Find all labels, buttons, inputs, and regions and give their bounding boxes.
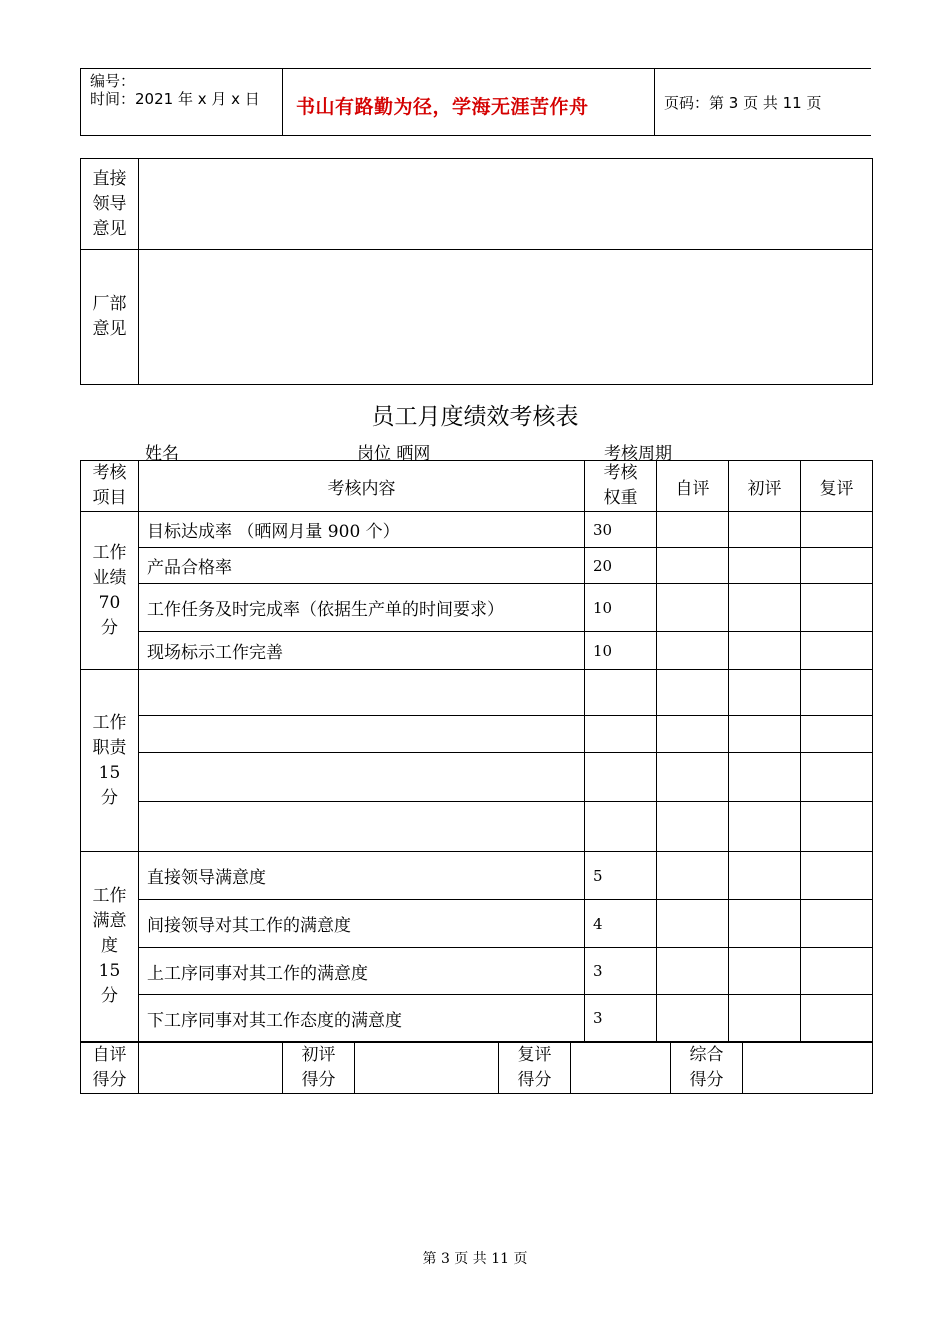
period-label: 考核周期	[604, 444, 672, 464]
first-total-field[interactable]	[355, 1043, 499, 1094]
section-label-satisfaction: 工作 满意 度 15 分	[81, 852, 139, 1042]
first-score-cell[interactable]	[729, 716, 801, 753]
review-score-cell[interactable]	[801, 802, 873, 852]
review-score-cell[interactable]	[801, 852, 873, 900]
review-score-cell[interactable]	[801, 632, 873, 670]
col-header-content: 考核内容	[139, 461, 585, 512]
score-summary-table	[80, 1042, 873, 1094]
table-row	[81, 948, 873, 995]
self-total-field[interactable]	[139, 1043, 283, 1094]
first-score-cell[interactable]	[729, 995, 801, 1042]
row-content: 直接领导满意度	[139, 852, 585, 900]
table-row	[81, 716, 873, 753]
self-score-cell[interactable]	[657, 548, 729, 584]
review-score-cell[interactable]	[801, 900, 873, 948]
row-content: 目标达成率 （晒网月量 900 个）	[139, 512, 585, 548]
review-score-cell[interactable]	[801, 670, 873, 716]
row-weight: 10	[585, 632, 657, 670]
first-score-cell[interactable]	[729, 802, 801, 852]
direct-leader-opinion-label: 直接 领导 意见	[81, 159, 139, 250]
assessment-table	[80, 460, 873, 1042]
review-score-cell[interactable]	[801, 584, 873, 632]
review-score-cell[interactable]	[801, 716, 873, 753]
document-code-label: 编号：	[90, 72, 136, 90]
row-weight: 20	[585, 548, 657, 584]
table-row	[81, 670, 873, 716]
col-header-item: 考核 项目	[81, 461, 139, 512]
self-score-cell[interactable]	[657, 753, 729, 802]
first-score-cell[interactable]	[729, 753, 801, 802]
opinions-table	[80, 158, 873, 385]
first-score-cell[interactable]	[729, 584, 801, 632]
first-score-cell[interactable]	[729, 948, 801, 995]
self-total-label: 自评 得分	[81, 1043, 139, 1094]
row-content: 工作任务及时完成率（依据生产单的时间要求）	[139, 584, 585, 632]
review-total-label: 复评 得分	[499, 1043, 571, 1094]
review-score-cell[interactable]	[801, 753, 873, 802]
direct-leader-opinion-field[interactable]	[139, 159, 873, 250]
table-row	[81, 584, 873, 632]
table-row	[81, 753, 873, 802]
header-motto: 书山有路勤为径，学海无涯苦作舟	[296, 96, 589, 118]
table-row	[81, 802, 873, 852]
duty-content-cell[interactable]	[139, 802, 585, 852]
table-row	[81, 995, 873, 1042]
review-total-field[interactable]	[571, 1043, 671, 1094]
table-row	[81, 512, 873, 548]
first-score-cell[interactable]	[729, 632, 801, 670]
self-score-cell[interactable]	[657, 716, 729, 753]
review-score-cell[interactable]	[801, 512, 873, 548]
document-date: 时间：2021 年 x 月 x 日	[90, 90, 260, 108]
duty-weight-cell[interactable]	[585, 670, 657, 716]
form-title: 员工月度绩效考核表	[371, 404, 579, 430]
section-label-duty: 工作 职责 15 分	[81, 670, 139, 852]
first-total-label: 初评 得分	[283, 1043, 355, 1094]
self-score-cell[interactable]	[657, 852, 729, 900]
review-score-cell[interactable]	[801, 995, 873, 1042]
factory-opinion-field[interactable]	[139, 250, 873, 385]
row-content: 产品合格率	[139, 548, 585, 584]
name-label: 姓名	[145, 444, 179, 464]
row-weight: 5	[585, 852, 657, 900]
duty-weight-cell[interactable]	[585, 716, 657, 753]
row-content: 上工序同事对其工作的满意度	[139, 948, 585, 995]
col-header-weight: 考核 权重	[585, 461, 657, 512]
self-score-cell[interactable]	[657, 802, 729, 852]
col-header-first: 初评	[729, 461, 801, 512]
table-row	[81, 852, 873, 900]
position-label: 岗位 晒网	[357, 444, 431, 464]
row-weight: 3	[585, 948, 657, 995]
review-score-cell[interactable]	[801, 548, 873, 584]
first-score-cell[interactable]	[729, 852, 801, 900]
row-weight: 3	[585, 995, 657, 1042]
self-score-cell[interactable]	[657, 670, 729, 716]
table-row	[81, 632, 873, 670]
table-row	[81, 900, 873, 948]
row-weight: 30	[585, 512, 657, 548]
duty-weight-cell[interactable]	[585, 802, 657, 852]
self-score-cell[interactable]	[657, 632, 729, 670]
row-content: 下工序同事对其工作态度的满意度	[139, 995, 585, 1042]
col-header-review: 复评	[801, 461, 873, 512]
first-score-cell[interactable]	[729, 670, 801, 716]
duty-content-cell[interactable]	[139, 753, 585, 802]
review-score-cell[interactable]	[801, 948, 873, 995]
self-score-cell[interactable]	[657, 512, 729, 548]
duty-content-cell[interactable]	[139, 716, 585, 753]
section-label-performance: 工作 业绩 70 分	[81, 512, 139, 670]
row-weight: 4	[585, 900, 657, 948]
duty-content-cell[interactable]	[139, 670, 585, 716]
overall-total-label: 综合 得分	[671, 1043, 743, 1094]
self-score-cell[interactable]	[657, 900, 729, 948]
first-score-cell[interactable]	[729, 512, 801, 548]
first-score-cell[interactable]	[729, 900, 801, 948]
col-header-self: 自评	[657, 461, 729, 512]
row-content: 现场标示工作完善	[139, 632, 585, 670]
row-content: 间接领导对其工作的满意度	[139, 900, 585, 948]
page-footer: 第 3 页 共 11 页	[422, 1251, 528, 1267]
duty-weight-cell[interactable]	[585, 753, 657, 802]
header-page-info: 页码：第 3 页 共 11 页	[664, 94, 822, 112]
self-score-cell[interactable]	[657, 948, 729, 995]
table-row	[81, 548, 873, 584]
factory-opinion-label: 厂部 意见	[81, 250, 139, 385]
overall-total-field[interactable]	[743, 1043, 873, 1094]
self-score-cell[interactable]	[657, 584, 729, 632]
self-score-cell[interactable]	[657, 995, 729, 1042]
first-score-cell[interactable]	[729, 548, 801, 584]
row-weight: 10	[585, 584, 657, 632]
